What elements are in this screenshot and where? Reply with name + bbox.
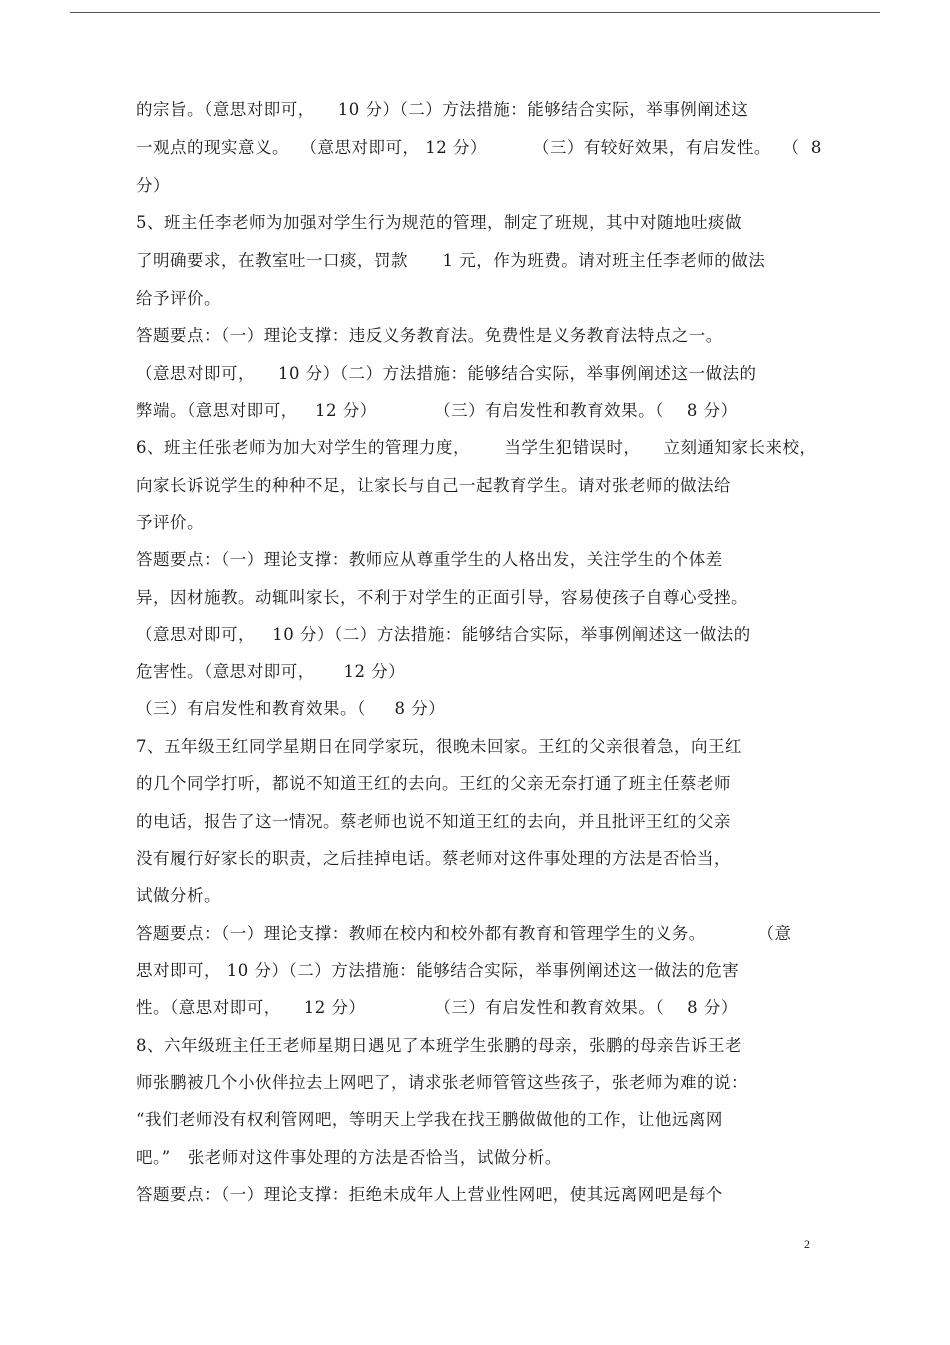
text-line: 试做分析。: [136, 886, 221, 905]
text-line: 没有履行好家长的职责，之后挂掉电话。蔡老师对这件事处理的方法是否恰当，: [136, 849, 731, 868]
text-line: 答题要点：（一）理论支撑：教师在校内和校外都有教育和管理学生的义务。 （意: [136, 924, 792, 943]
text-line: 一观点的现实意义。 （意思对即可， 12 分） （三）有较好效果，有启发性。 （ 8: [136, 138, 822, 157]
text-line: 了明确要求，在教室吐一口痰，罚款 1 元，作为班费。请对班主任李老师的做法: [136, 251, 766, 270]
text-line: （三）有启发性和教育效果。（ 8 分）: [136, 699, 446, 718]
text-line: “我们老师没有权利管网吧，等明天上学我在找王鹏做做他的工作，让他远离网: [136, 1110, 723, 1129]
text-line: 分）: [136, 176, 170, 195]
text-line: 向家长诉说学生的种种不足，让家长与自己一起教育学生。请对张老师的做法给: [136, 476, 731, 495]
text-line: 师张鹏被几个小伙伴拉去上网吧了，请求张老师管管这些孩子，张老师为难的说：: [136, 1073, 748, 1092]
text-line: 异，因材施教。动辄叫家长，不利于对学生的正面引导，容易使孩子自尊心受挫。: [136, 588, 748, 607]
text-line: 弊端。（意思对即可， 12 分） （三）有启发性和教育效果。（ 8 分）: [136, 401, 738, 420]
text-line: 性。（意思对即可， 12 分） （三）有启发性和教育效果。（ 8 分）: [136, 998, 738, 1017]
text-line: 吧。” 张老师对这件事处理的方法是否恰当，试做分析。: [136, 1148, 562, 1167]
text-line: 给予评价。: [136, 289, 221, 308]
text-line: 答题要点：（一）理论支撑：违反义务教育法。免费性是义务教育法特点之一。: [136, 326, 723, 345]
text-line: 的宗旨。（意思对即可， 10 分）（二）方法措施：能够结合实际，举事例阐述这: [136, 100, 749, 119]
text-line: 的几个同学打听，都说不知道王红的去向。王红的父亲无奈打通了班主任蔡老师: [136, 774, 731, 793]
text-line: 予评价。: [136, 513, 204, 532]
text-line: 答题要点：（一）理论支撑：教师应从尊重学生的人格出发，关注学生的个体差: [136, 550, 723, 569]
text-line: 的电话，报告了这一情况。蔡老师也说不知道王红的去向，并且批评王红的父亲: [136, 812, 731, 831]
text-line: 5、班主任李老师为加强对学生行为规范的管理，制定了班规，其中对随地吐痰做: [136, 213, 742, 232]
text-line: 8、六年级班主任王老师星期日遇见了本班学生张鹏的母亲，张鹏的母亲告诉王老: [136, 1036, 742, 1055]
page-number: 2: [804, 1237, 810, 1251]
text-line: 危害性。（意思对即可， 12 分）: [136, 662, 406, 681]
text-line: 6、班主任张老师为加大对学生的管理力度， 当学生犯错误时， 立刻通知家长来校，: [136, 438, 817, 457]
text-line: 答题要点：（一）理论支撑：拒绝未成年人上营业性网吧，使其远离网吧是每个: [136, 1185, 723, 1204]
text-line: 思对即可， 10 分）（二）方法措施：能够结合实际，举事例阐述这一做法的危害: [136, 961, 740, 980]
text-line: （意思对即可， 10 分）（二）方法措施：能够结合实际，举事例阐述这一做法的: [136, 364, 757, 383]
text-line: （意思对即可， 10 分）（二）方法措施：能够结合实际，举事例阐述这一做法的: [136, 625, 751, 644]
text-line: 7、五年级王红同学星期日在同学家玩，很晚未回家。王红的父亲很着急，向王红: [136, 737, 742, 756]
